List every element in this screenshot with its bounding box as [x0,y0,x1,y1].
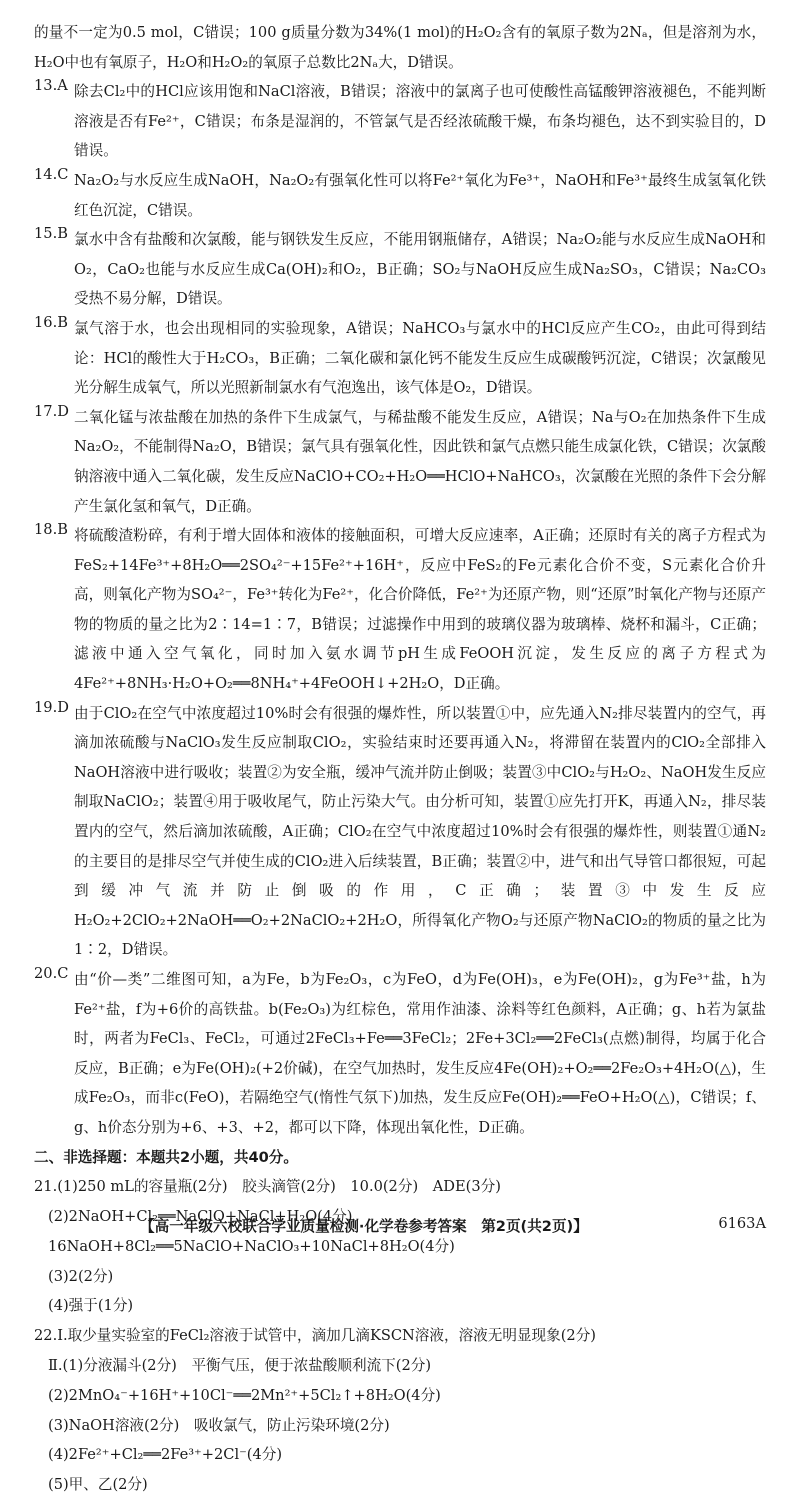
answer-line: 16NaOH+8Cl₂══5NaClO+NaClO₃+10NaCl+8H₂O(4分) [48,1237,455,1255]
answer-explanation: 由“价—类”二维图可知，a为Fe，b为Fe₂O₃，c为FeO，d为Fe(OH)₃，e为Fe(OH)₂，g为Fe³⁺盐，h为Fe²⁺盐，f为+6价的高铁盐。b(Fe₂O₃)为红棕色，常用作油漆、涂料等红色颜料，A正确；g、h若为氯盐时，两者为FeCl₃、FeCl₂，可通过2FeCl₃+Fe══3FeCl₂；2Fe+3Cl₂══2FeCl₃(点燃)制得，均属于化合反应，B正确；e为Fe(OH)₂(+2价碱)，在空气加热时，发生反应4Fe(OH)₂+O₂══2Fe₂O₃+4H₂O(△)，生成Fe₂O₃，而非c(FeO)，若隔绝空气(惰性气氛下)加热，发生反应Fe(OH)₂══FeO+H₂O(△)，C错误；f、g、h价态分别为+6、+3、+2，都可以下降，体现出氧化性，D正确。 [74,971,766,1136]
choice-answers [34,77,766,1142]
answer-explanation: Na₂O₂与水反应生成NaOH，Na₂O₂有强氧化性可以将Fe²⁺氧化为Fe³⁺，NaOH和Fe³⁺最终生成氢氧化铁红色沉淀，C错误。 [74,171,766,219]
answer-line: (2)2NaOH+Cl₂══NaClO+NaCl+H₂O(4分) [48,1207,353,1225]
answer-number: 17.D [34,402,69,420]
answer-line: (3)2(2分) [48,1267,114,1285]
answer-number: 16.B [34,313,68,331]
answer-explanation: 二氧化锰与浓盐酸在加热的条件下生成氯气，与稀盐酸不能发生反应，A错误；Na与O₂在加热条件下生成Na₂O₂，不能制得Na₂O，B错误；氯气具有强氧化性，因此铁和氯气点燃只能生成氯化铁，C错误；次氯酸钠溶液中通入二氧化碳，发生反应NaClO+CO₂+H₂O══HClO+NaHCO₃，次氯酸在光照的条件下会分解产生氯化氢和氧气，D正确。 [74,408,766,515]
answer-item-18 [34,521,766,699]
answer-explanation: 由于ClO₂在空气中浓度超过10%时会有很强的爆炸性，所以装置①中，应先通入N₂排尽装置内的空气，再滴加浓硫酸与NaClO₃发生反应制取ClO₂，实验结束时还要再通入N₂，将滞留在装置内的ClO₂全部排入NaOH溶液中进行吸收；装置②为安全瓶，缓冲气流并防止倒吸；装置③中ClO₂与H₂O₂、NaOH发生反应制取NaClO₂；装置④用于吸收尾气，防止污染大气。由分析可知，装置①应先打开K，再通入N₂，排尽装置内的空气，然后滴加浓硫酸，A正确；ClO₂在空气中浓度超过10%时会有很强的爆炸性，则装置①通N₂的主要目的是排尽空气并使生成的ClO₂进入后续装置，B正确；装置②中，进气和出气导管口都很短，可起到缓冲气流并防止倒吸的作用，C正确；装置③中发生反应H₂O₂+2ClO₂+2NaOH══O₂+2NaClO₂+2H₂O，所得氧化产物O₂与还原产物NaClO₂的物质的量之比为1∶2，D错误。 [74,704,766,959]
answer-explanation: 氯气溶于水，也会出现相同的实验现象，A错误；NaHCO₃与氯水中的HCl反应产生CO₂，由此可得到结论：HCl的酸性大于H₂CO₃，B正确；二氧化碳和氯化钙不能发生反应生成碳酸钙沉淀，C错误；次氯酸见光分解生成氧气，所以光照新制氯水有气泡逸出，该气体是O₂，D错误。 [74,319,766,397]
answer-item-20 [34,965,766,1143]
answer-line: (4)强于(1分) [48,1297,134,1315]
answer-explanation: 氯水中含有盐酸和次氯酸，能与钢铁发生反应，不能用钢瓶储存，A错误；Na₂O₂能与水反应生成NaOH和O₂，CaO₂也能与水反应生成Ca(OH)₂和O₂，B正确；SO₂与NaOH反应生成Na₂SO₃，C错误；Na₂CO₃受热不易分解，D错误。 [74,231,766,308]
answer-explanation: 除去Cl₂中的HCl应该用饱和NaCl溶液，B错误；溶液中的氯离子也可使酸性高锰酸钾溶液褪色，不能判断溶液是否有Fe²⁺，C错误；布条是湿润的，不管氯气是否经浓硫酸干燥，布条均褪色，达不到实验目的，D错误。 [74,83,766,160]
section-heading: 二、非选择题：本题共2小题，共40分。 [34,1148,298,1166]
answer-line: (3)NaOH溶液(2分) 吸收氯气，防止污染环境(2分) [48,1416,390,1434]
answer-line: 22.Ⅰ.取少量实验室的FeCl₂溶液于试管中，滴加几滴KSCN溶液，溶液无明显现象(2分) [34,1327,596,1345]
answer-number: 18.B [34,521,68,539]
answer-line: (4)2Fe²⁺+Cl₂══2Fe³⁺+2Cl⁻(4分) [48,1446,283,1464]
answer-item-15 [34,225,766,314]
answer-number: 13.A [34,77,68,95]
answer-item-16 [34,314,766,403]
answer-number: 15.B [34,225,68,243]
question-21-answers [34,1172,766,1321]
answer-line: Ⅱ.(1)分液漏斗(2分) 平衡气压，便于浓盐酸顺利流下(2分) [48,1356,432,1374]
document-code: 6163A [718,1215,766,1232]
answer-item-17 [34,403,766,521]
page-footer [0,1215,800,1243]
answer-line: (2)2MnO₄⁻+16H⁺+10Cl⁻══2Mn²⁺+5Cl₂↑+8H₂O(4分) [48,1386,441,1404]
question-22-answers [34,1321,766,1500]
answer-item-19 [34,699,766,965]
answer-number: 19.D [34,698,69,716]
answer-explanation: 将硫酸渣粉碎，有利于增大固体和液体的接触面积，可增大反应速率，A正确；还原时有关的离子方程式为FeS₂+14Fe³⁺+8H₂O══2SO₄²⁻+15Fe²⁺+16H⁺，反应中FeS₂的Fe元素化合价不变，S元素化合价升高，则氧化产物为SO₄²⁻，Fe³⁺转化为Fe²⁺，化合价降低，Fe²⁺为还原产物，则“还原”时氧化产物与还原产物的物质的量之比为2∶14=1∶7，B错误；过滤操作中用到的玻璃仪器为玻璃棒、烧杯和漏斗，C正确；滤液中通入空气氧化，同时加入氨水调节pH生成FeOOH沉淀，发生反应的离子方程式为4Fe²⁺+8NH₃·H₂O+O₂══8NH₄⁺+4FeOOH↓+2H₂O，D正确。 [74,527,766,693]
answer-item-13 [34,77,766,166]
answer-line: 21.(1)250 mL的容量瓶(2分) 胶头滴管(2分) 10.0(2分) ADE(3分) [34,1178,501,1196]
lead-paragraph: 的量不一定为0.5 mol，C错误；100 g质量分数为34%(1 mol)的H₂O₂含有的氧原子数为2Nₐ，但是溶剂为水，H₂O中也有氧原子，H₂O和H₂O₂的氧原子总数比2Nₐ大，D错误。 [34,24,766,71]
footer-title: 【高一年级六校联合学业质量检测·化学卷参考答案 第2页(共2页)】 [140,1218,588,1235]
answer-item-14 [34,166,766,225]
answer-line: (5)甲、乙(2分) [48,1476,148,1494]
answer-number: 20.C [34,965,69,982]
answer-number: 14.C [34,165,69,183]
